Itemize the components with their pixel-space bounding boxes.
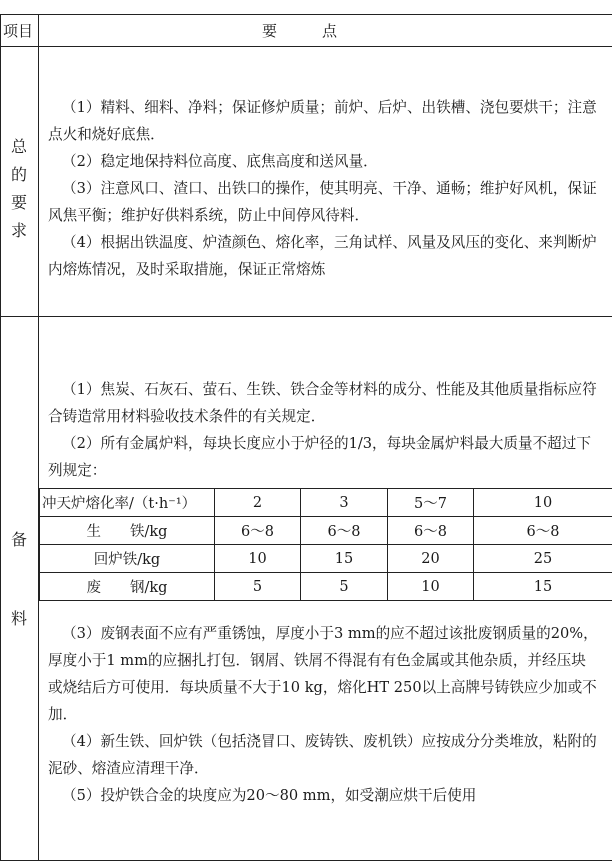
table-cell: 2: [215, 489, 301, 517]
section-label-materials-1: 备: [10, 530, 27, 549]
table-cell: 20: [388, 545, 474, 573]
general-paragraph-2: （2）稳定地保持料位高度、底焦高度和送风量．: [62, 153, 378, 170]
section-divider: [0, 316, 612, 317]
table-cell: 废 钢/kg: [40, 573, 215, 601]
general-paragraph-1: （1）精料、细料、净料；保证修炉质量；前炉、后炉、出铁槽、浇包要烘干；注意点火和烧好底焦．: [48, 99, 597, 143]
table-cell: 15: [301, 545, 388, 573]
table-cell: 25: [474, 545, 612, 573]
table-cell: 6～8: [388, 517, 474, 545]
table-cell: 5～7: [388, 489, 474, 517]
column-divider: [38, 14, 39, 861]
table-row: [40, 517, 612, 545]
materials-paragraph-4: （4）新生铁、回炉铁（包括浇冒口、废铸铁、废机铁）应按成分分类堆放，粘附的泥砂、熔渣应清理干净．: [48, 733, 597, 777]
materials-paragraph-2: （2）所有金属炉料，每块长度应小于炉径的1/3，每块金属炉料最大质量不超过下列规定：: [48, 435, 591, 479]
table-cell: 5: [301, 573, 388, 601]
header-key-points-label: 要 点: [262, 22, 338, 40]
table-row: [40, 545, 612, 573]
materials-paragraph-3: （3）废钢表面不应有严重锈蚀，厚度小于3 mm的应不超过该批废钢质量的20%，厚度小于1 mm的应捆扎打包．钢屑、铁屑不得混有有色金属或其他杂质，并经压块或烧结后方可使用．每块质量不大于10 kg，熔化HT 250以上高牌号铸铁应少加或不加．: [48, 625, 598, 723]
section-label-materials-2: 料: [10, 609, 27, 628]
table-cell: 6～8: [215, 517, 301, 545]
top-border: [0, 14, 612, 15]
table-cell: 冲天炉熔化率/（t·h⁻¹）: [40, 489, 215, 517]
table-row: [40, 489, 612, 517]
materials-paragraph-1: （1）焦炭、石灰石、萤石、生铁、铁合金等材料的成分、性能及其他质量指标应符合铸造常用材料验收技术条件的有关规定．: [48, 381, 597, 425]
table-cell: 6～8: [474, 517, 612, 545]
header-project-label: 项目: [3, 22, 34, 40]
table-cell: 生 铁/kg: [40, 517, 215, 545]
materials-paragraph-5: （5）投炉铁合金的块度应为20～80 mm，如受潮应烘干后使用: [62, 787, 477, 804]
table-cell: 10: [215, 545, 301, 573]
table-row: [40, 573, 612, 601]
table-cell: 6～8: [301, 517, 388, 545]
max-mass-table: [39, 488, 612, 601]
bottom-border: [0, 860, 612, 861]
table-cell: 15: [474, 573, 612, 601]
table-cell: 5: [215, 573, 301, 601]
general-paragraph-4: （4）根据出铁温度、炉渣颜色、熔化率，三角试样、风量及风压的变化、来判断炉内熔炼情况，及时采取措施，保证正常熔炼: [48, 234, 597, 278]
table-cell: 10: [474, 489, 612, 517]
section-label-general: 总 的 要 求: [10, 137, 27, 240]
general-paragraph-3: （3）注意风口、渣口、出铁口的操作，使其明亮、干净、通畅；维护好风机，保证风焦平衡；维护好供料系统，防止中间停风待料．: [48, 180, 597, 224]
table-cell: 回炉铁/kg: [40, 545, 215, 573]
table-cell: 10: [388, 573, 474, 601]
header-bottom-border: [0, 46, 612, 47]
table-cell: 3: [301, 489, 388, 517]
